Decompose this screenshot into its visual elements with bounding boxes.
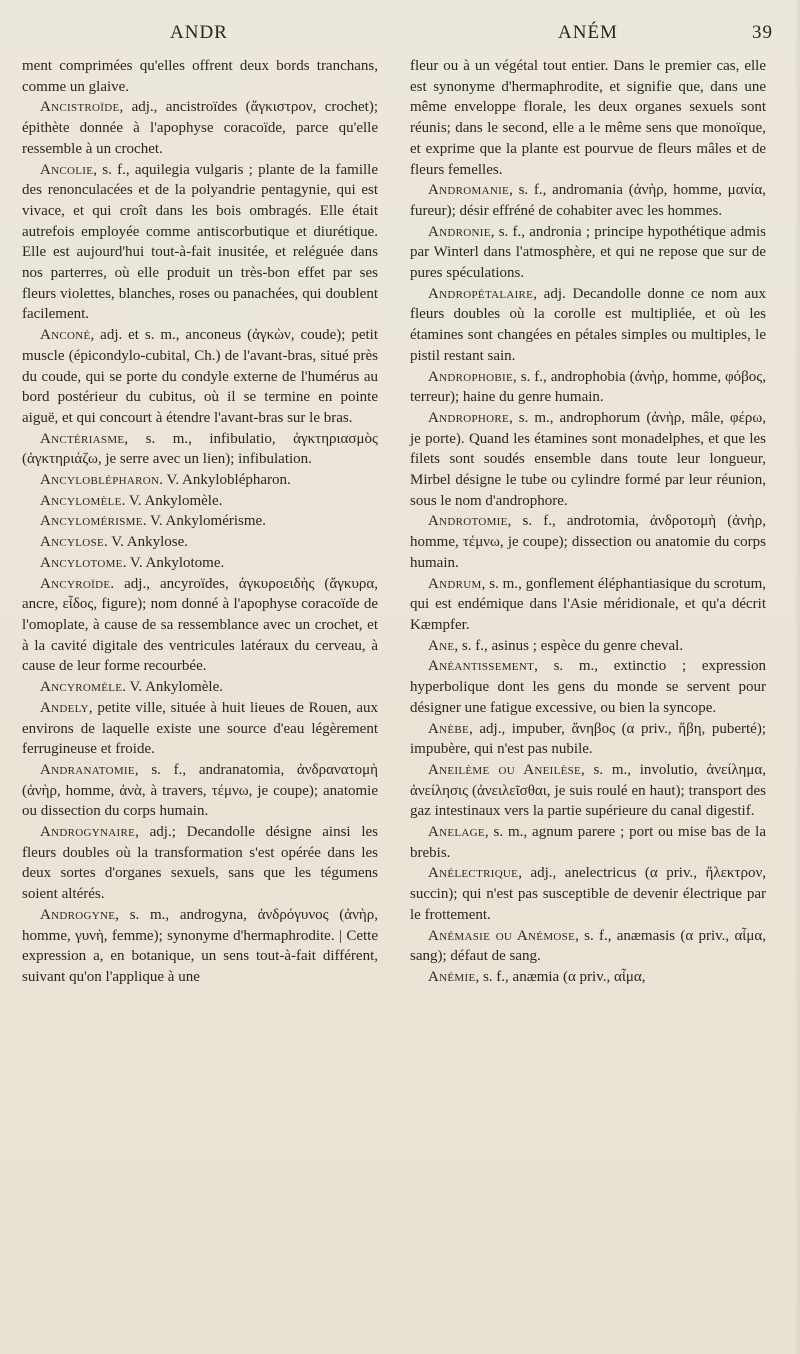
dictionary-entry bbox=[410, 967, 766, 988]
entry-text: . adj., ancyroïdes, ἀγκυροειδὴς (ἄγκυρα, ancre, εἶδος, figure); nom donné à l'apophyse coracoïde de l'omoplate, à cause de sa ressemblance avec un crochet, et à la cavité digitale des ventricules latéraux du cerveau, à cause de leur forme recourbée. bbox=[22, 575, 378, 675]
dictionary-entry bbox=[410, 636, 766, 657]
dictionary-entry bbox=[410, 511, 766, 573]
entry-headword: Anélectrique bbox=[428, 865, 519, 882]
dictionary-entry bbox=[22, 97, 378, 159]
dictionary-entry bbox=[22, 760, 378, 822]
entry-headword: Anémasie ou Anémose bbox=[428, 927, 576, 944]
dictionary-entry bbox=[22, 325, 378, 429]
entry-text: , s. f., asinus ; espèce du genre cheval. bbox=[454, 637, 684, 654]
dictionary-entry bbox=[410, 574, 766, 636]
entry-text: fleur ou à un végétal tout entier. Dans le premier cas, elle est synonyme d'hermaphrodite, et signifie que, dans une même enveloppe florale, les deux organes sexuels sont réunis; dans le second, elle a le même sens que monoïque, et exprime que la plante est pourvue de fleurs mâles et de fleurs femelles. bbox=[410, 58, 766, 178]
dictionary-entry bbox=[410, 926, 766, 967]
dictionary-entry bbox=[410, 284, 766, 367]
dictionary-entry bbox=[22, 470, 378, 491]
entry-headword: Anèbe bbox=[428, 720, 470, 737]
entry-text: . V. Ankylomérisme. bbox=[142, 513, 266, 530]
entry-headword: Anéantissement bbox=[428, 658, 535, 675]
entry-text: , s. m., extinctio ; expression hyperbolique dont les gens du monde se servent pour désigner une fatigue excessive, ou bien la syncope. bbox=[410, 658, 766, 716]
entry-headword: Ancylose bbox=[40, 534, 104, 551]
entry-text: , s. f., andranatomia, ἀνδρανατομὴ (ἀνὴρ, homme, ἀνὰ, à travers, τέμνω, je coupe); anatomie ou dissection du corps humain. bbox=[22, 761, 378, 820]
entry-text: , adj. et s. m., anconeus (ἀγκὼν, coude); petit muscle (épicondylo-cubital, Ch.) de l'avant-bras, situé près du coude, qui se porte du condyle externe de l'humérus au bord postérieur du cubitus, où il se termine en pointe aiguë, et qui concourt à étendre l'avant-bras sur le bras. bbox=[22, 327, 378, 426]
entry-headword: Andranatomie bbox=[40, 761, 135, 778]
entry-headword: Anelage bbox=[428, 824, 485, 841]
entry-headword: Androphore bbox=[428, 409, 510, 426]
dictionary-entry bbox=[22, 160, 378, 326]
entry-text: , s. m., androgyna, ἀνδρόγυνος (ἀνὴρ, homme, γυνὴ, femme); synonyme d'hermaphrodite. | Cette expression a, en botanique, un sens tout-à-fait différent, suivant qu'on l'applique à une bbox=[22, 906, 378, 985]
entry-text: , petite ville, située à huit lieues de Rouen, aux environs de laquelle existe une source d'eau légèrement ferrugineuse et froide. bbox=[22, 699, 378, 758]
entry-headword: Anémie bbox=[428, 968, 476, 985]
entry-headword: Androtomie bbox=[428, 513, 508, 530]
entry-continuation bbox=[410, 56, 766, 180]
dictionary-entry bbox=[22, 905, 378, 988]
dictionary-entry bbox=[410, 863, 766, 925]
entry-headword: Andronie bbox=[428, 223, 491, 240]
running-head-left: ANDR bbox=[170, 22, 228, 43]
entry-text: , s. f., anæmia (α priv., αἷμα, bbox=[475, 968, 646, 985]
dictionary-entry bbox=[410, 822, 766, 863]
entry-headword: Anctériasme bbox=[40, 430, 125, 447]
dictionary-entry bbox=[22, 532, 378, 553]
entry-text: . V. Ankylose. bbox=[103, 534, 189, 551]
entry-headword: Androphobie bbox=[428, 368, 514, 385]
entry-text: , adj., anelectricus (α priv., ἤλεκτρον, succin); qui n'est pas susceptible de devenir électrique par le frottement. bbox=[410, 865, 766, 923]
dictionary-entry bbox=[410, 222, 766, 284]
dictionary-entry bbox=[410, 180, 766, 221]
entry-text: ment comprimées qu'elles offrent deux bords tranchans, comme un glaive. bbox=[22, 58, 378, 95]
entry-text: , s. m., gonflement éléphantiasique du scrotum, qui est endémique dans l'Asie méridionale, et qu'a décrit Kæmpfer. bbox=[410, 575, 766, 633]
dictionary-entry bbox=[410, 719, 766, 760]
entry-headword: Andromanie bbox=[428, 182, 510, 199]
dictionary-entry bbox=[410, 367, 766, 408]
entry-headword: Anconé bbox=[40, 327, 91, 344]
entry-text: . V. Ankylomèle. bbox=[121, 492, 223, 509]
entry-headword: Ancolie bbox=[40, 161, 94, 178]
entry-headword: Ancistroïde bbox=[40, 99, 120, 116]
entry-text: , adj. Decandolle donne ce nom aux fleurs doubles où la corolle est multipliée, et où les étamines sont changées en pétales simples ou multiples, le pistil restant sain. bbox=[410, 285, 766, 364]
entry-headword: Ancylotome bbox=[40, 554, 123, 571]
entry-text: . V. Ankylotome. bbox=[122, 554, 225, 571]
left-column bbox=[22, 56, 378, 988]
page-edge bbox=[794, 0, 800, 1354]
dictionary-entry bbox=[22, 553, 378, 574]
entry-headword: Ancylomérisme bbox=[40, 513, 143, 530]
entry-headword: Ancyroïde bbox=[40, 575, 111, 592]
entry-text: , s. f., androtomia, ἀνδροτομὴ (ἀνὴρ, homme, τέμνω, je coupe); dissection ou anatomie du corps humain. bbox=[410, 513, 766, 571]
entry-text: , s. m., involutio, ἀνείλημα, ἀνείλησις (ἀνειλεῖσθαι, je suis roulé en haut); transport des gaz intestinaux vers la partie supérieure du canal digestif. bbox=[410, 761, 766, 820]
entry-text: , s. m., androphorum (ἀνὴρ, mâle, φέρω, je porte). Quand les étamines sont monadelphes, et que les filets sont soudés ensemble dans toute leur longueur, Mirbel désigne le tube ou cylindre formé par leur réunion, sous le nom d'androphore. bbox=[410, 409, 766, 509]
entry-headword: Ancylomèle bbox=[40, 492, 122, 509]
dictionary-entry bbox=[22, 491, 378, 512]
entry-text: , adj., impuber, ἄνηβος (α priv., ἥβη, puberté); impubère, qui n'est pas nubile. bbox=[410, 720, 766, 758]
entry-headword: Andropétalaire bbox=[428, 285, 534, 302]
entry-text: , s. f., andromania (ἀνὴρ, homme, μανία, fureur); désir effréné de cohabiter avec les hommes. bbox=[410, 182, 766, 219]
entry-headword: Ancyloblépharon bbox=[40, 472, 160, 489]
dictionary-entry bbox=[410, 408, 766, 512]
entry-text: . V. Ankylomèle. bbox=[122, 679, 223, 696]
dictionary-entry bbox=[22, 574, 378, 678]
entry-text: , s. f., androphobia (ἀνὴρ, homme, φόβος, terreur); haine du genre humain. bbox=[410, 368, 766, 406]
entry-headword: Ancyromèle bbox=[40, 679, 123, 696]
dictionary-entry bbox=[22, 429, 378, 470]
dictionary-entry bbox=[22, 698, 378, 760]
entry-text: , s. f., andronia ; principe hypothétique admis par Winterl dans l'atmosphère, et qui ne repose que sur de pures spéculations. bbox=[410, 223, 766, 282]
entry-headword: Androgyne bbox=[40, 906, 116, 923]
right-column bbox=[410, 56, 766, 988]
page-number: 39 bbox=[752, 22, 773, 43]
dictionary-entry bbox=[22, 677, 378, 698]
entry-text: , adj., ancistroïdes (ἄγκιστρον, crochet); épithète donnée à l'apophyse coracoïde, parce qu'elle ressemble à un crochet. bbox=[22, 99, 378, 157]
running-head-center: ANÉM bbox=[558, 22, 618, 43]
entry-text: , s. f., aquilegia vulgaris ; plante de la famille des renonculacées et de la polyandrie pentagynie, qui est vivace, et qui croît dans les bois ombragés. Elle était autrefois employée comme antiscorbutique et diurétique. Elle est aujourd'hui tout-à-fait inusitée, et reléguée dans nos parterres, où elle produit un très-bon effet par ses fleurs violettes, blanches, roses ou panachées, qui doublent facilement. bbox=[22, 161, 378, 323]
entry-headword: Aneilème ou Aneilèse bbox=[428, 761, 582, 778]
entry-text: , s. f., anæmasis (α priv., αἷμα, sang); défaut de sang. bbox=[410, 927, 766, 965]
entry-headword: Andely bbox=[40, 699, 89, 716]
entry-headword: Ane bbox=[428, 637, 455, 654]
dictionary-entry bbox=[22, 822, 378, 905]
entry-text: , adj.; Decandolle désigne ainsi les fleurs doubles où la transformation s'est opérée dans les deux sortes d'organes sexuels, sans que les tégumens soient altérés. bbox=[22, 824, 378, 903]
dictionary-entry bbox=[22, 511, 378, 532]
entry-headword: Androgynaire bbox=[40, 824, 136, 841]
dictionary-entry bbox=[410, 760, 766, 822]
entry-text: . V. Ankyloblépharon. bbox=[159, 472, 291, 489]
entry-continuation bbox=[22, 56, 378, 97]
entry-text: , s. m., infibulatio, ἀγκτηριασμὸς (ἀγκτηριάζω, je serre avec un lien); infibulation. bbox=[22, 430, 378, 468]
dictionary-entry bbox=[410, 656, 766, 718]
entry-headword: Andrum bbox=[428, 575, 482, 592]
entry-text: , s. m., agnum parere ; port ou mise bas de la brebis. bbox=[410, 824, 766, 861]
